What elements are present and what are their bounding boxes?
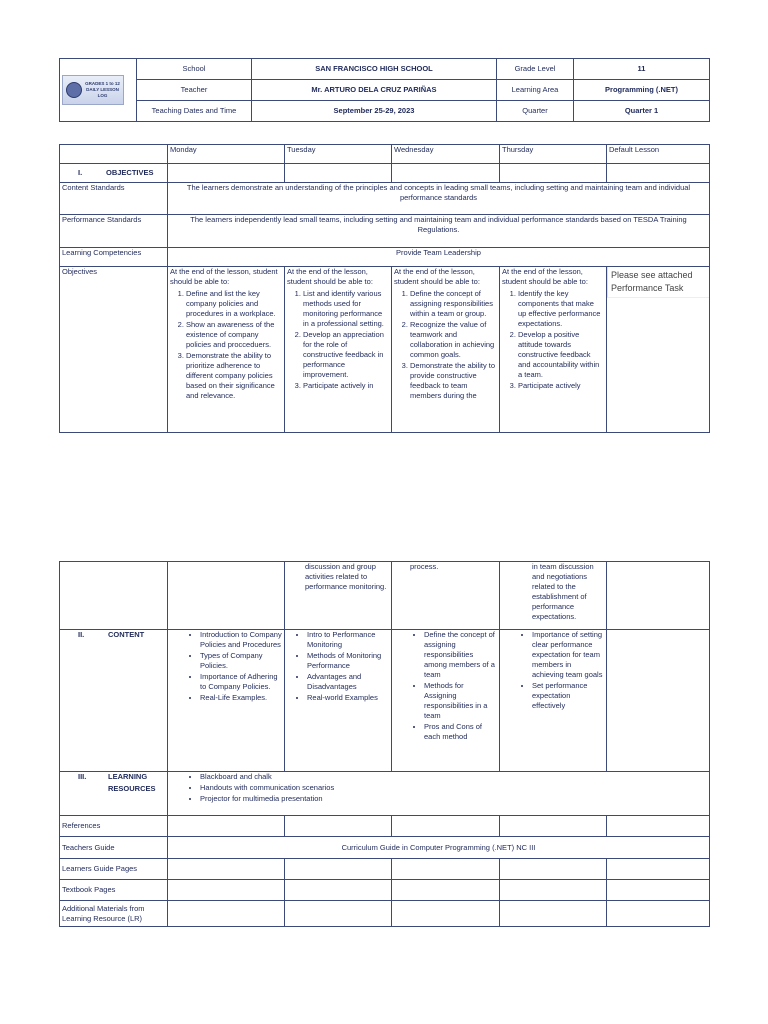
- content-standards-label: Content Standards: [60, 183, 168, 215]
- content-item: • Importance of Adhering to Company Policies.: [200, 672, 282, 692]
- content-standards-text: The learners demonstrate an understanding of the principles and concepts in leading small teams, including setting and maintaining team and individual performance standards: [168, 183, 710, 215]
- dates-label: Teaching Dates and Time: [137, 101, 252, 122]
- resources-list: [170, 772, 707, 804]
- content-item: • Introduction to Company Policies and Procedures: [200, 630, 282, 650]
- content-item: • Pros and Cons of each method: [424, 722, 497, 742]
- header-table: [59, 58, 710, 122]
- teacher-value: Mr. ARTURO DELA CRUZ PARIÑAS: [252, 80, 497, 101]
- objectives-label: Objectives: [60, 267, 168, 433]
- objectives-default: [607, 267, 710, 433]
- textbook-pages-label: Textbook Pages: [60, 880, 168, 901]
- continuation-tuesday: discussion and group activities related to performance monitoring.: [285, 562, 392, 630]
- content-wednesday: [392, 630, 500, 772]
- content-tuesday-list: [287, 630, 389, 703]
- content-wednesday-list: [394, 630, 497, 742]
- resource-item: • Projector for multimedia presentation: [200, 794, 707, 804]
- school-value: SAN FRANCISCO HIGH SCHOOL: [252, 59, 497, 80]
- objectives-tuesday: [285, 267, 392, 433]
- objectives-thursday-list: [502, 289, 604, 391]
- grade-label: Grade Level: [497, 59, 574, 80]
- performance-standards-label: Performance Standards: [60, 215, 168, 248]
- objective-item: 2. Show an awareness of the existence of company policies and procceduers.: [186, 320, 282, 350]
- objectives-wednesday: [392, 267, 500, 433]
- objectives-intro: At the end of the lesson, student should be able to:: [287, 267, 373, 286]
- references-label: References: [60, 816, 168, 837]
- objective-item: 3. Participate actively: [518, 381, 604, 391]
- content-item: • Advantages and Disadvantages: [307, 672, 389, 692]
- content-item: • Importance of setting clear performance expectation for team members in achieving team goals: [532, 630, 604, 680]
- deped-logo: [62, 75, 124, 105]
- objective-item: 2. Recognize the value of teamwork and collaboration in achieving common goals.: [410, 320, 497, 360]
- content-section-heading: II. CONTENT: [60, 630, 168, 772]
- quarter-label: Quarter: [497, 101, 574, 122]
- content-item: • Methods for Assigning responsibilities in a team: [424, 681, 497, 721]
- logo-cell: [60, 59, 137, 122]
- objectives-thursday: [500, 267, 607, 433]
- resources-cell: [168, 772, 710, 816]
- objective-item: 3. Demonstrate the ability to provide constructive feedback to team members during the: [410, 361, 497, 401]
- content-item: • Define the concept of assigning responsibilities among members of a team: [424, 630, 497, 680]
- logo-line-1: GRADES 1 to 12: [85, 81, 120, 86]
- content-item: • Real-world Examples: [307, 693, 389, 703]
- resource-item: • Blackboard and chalk: [200, 772, 707, 782]
- objectives-intro: At the end of the lesson, student should be able to:: [394, 267, 480, 286]
- grade-value: 11: [574, 59, 710, 80]
- content-item: • Intro to Performance Monitoring: [307, 630, 389, 650]
- day-thursday: Thursday: [500, 145, 607, 164]
- content-table: [59, 561, 710, 927]
- day-tuesday: Tuesday: [285, 145, 392, 164]
- objective-item: 1. Define and list the key company policies and procedures in a workplace.: [186, 289, 282, 319]
- content-item: • Real-Life Examples.: [200, 693, 282, 703]
- objective-item: 2. Develop an appreciation for the role of constructive feedback in performance improvement.: [303, 330, 389, 380]
- area-value: Programming (.NET): [574, 80, 710, 101]
- content-monday: [168, 630, 285, 772]
- seal-icon: [66, 82, 82, 98]
- continuation-wednesday: process.: [392, 562, 500, 630]
- day-monday: Monday: [168, 145, 285, 164]
- content-item: • Set performance expectation effectively: [532, 681, 604, 711]
- objectives-monday: [168, 267, 285, 433]
- dates-value: September 25-29, 2023: [252, 101, 497, 122]
- learning-competencies-label: Learning Competencies: [60, 248, 168, 267]
- objective-item: 1. Define the concept of assigning responsibilities within a team or group.: [410, 289, 497, 319]
- objective-item: 1. Identify the key components that make up effective performance expectations.: [518, 289, 604, 329]
- objectives-table: [59, 144, 710, 433]
- content-thursday-list: [502, 630, 604, 711]
- quarter-value: Quarter 1: [574, 101, 710, 122]
- performance-task-note: Please see attached Performance Task: [607, 267, 709, 298]
- area-label: Learning Area: [497, 80, 574, 101]
- content-item: • Types of Company Policies.: [200, 651, 282, 671]
- school-label: School: [137, 59, 252, 80]
- continuation-thursday: in team discussion and negotiations related to the establishment of performance expectations.: [500, 562, 607, 630]
- teacher-label: Teacher: [137, 80, 252, 101]
- objectives-tuesday-list: [287, 289, 389, 391]
- logo-line-2: DAILY LESSON LOG: [86, 87, 119, 98]
- objectives-intro: At the end of the lesson, student should be able to:: [502, 267, 588, 286]
- teachers-guide-value: Curriculum Guide in Computer Programming (.NET) NC III: [168, 837, 710, 859]
- learners-guide-label: Learners Guide Pages: [60, 859, 168, 880]
- content-tuesday: [285, 630, 392, 772]
- resource-item: • Handouts with communication scenarios: [200, 783, 707, 793]
- day-wednesday: Wednesday: [392, 145, 500, 164]
- objectives-section-heading: I. OBJECTIVES: [60, 164, 168, 183]
- resources-section-heading: III. LEARNING RESOURCES: [60, 772, 168, 816]
- learning-competencies-text: Provide Team Leadership: [168, 248, 710, 267]
- objective-item: 3. Participate actively in: [303, 381, 389, 391]
- teachers-guide-label: Teachers Guide: [60, 837, 168, 859]
- objectives-monday-list: [170, 289, 282, 401]
- performance-standards-text: The learners independently lead small teams, including setting and maintaining team and individual performance standards based on TESDA Training Regulations.: [168, 215, 710, 248]
- objectives-intro: At the end of the lesson, student should be able to:: [170, 267, 278, 286]
- objective-item: 1. List and identify various methods used for monitoring performance in a professional setting.: [303, 289, 389, 329]
- content-thursday: [500, 630, 607, 772]
- content-item: • Methods of Monitoring Performance: [307, 651, 389, 671]
- objective-item: 2. Develop a positive attitude towards constructive feedback and accountability within a team.: [518, 330, 604, 380]
- objectives-wednesday-list: [394, 289, 497, 401]
- additional-materials-label: Additional Materials from Learning Resource (LR): [60, 901, 168, 927]
- content-monday-list: [170, 630, 282, 703]
- objective-item: 3. Demonstrate the ability to prioritize adherence to different company policies based on their significance and relevance.: [186, 351, 282, 401]
- day-default: Default Lesson: [607, 145, 710, 164]
